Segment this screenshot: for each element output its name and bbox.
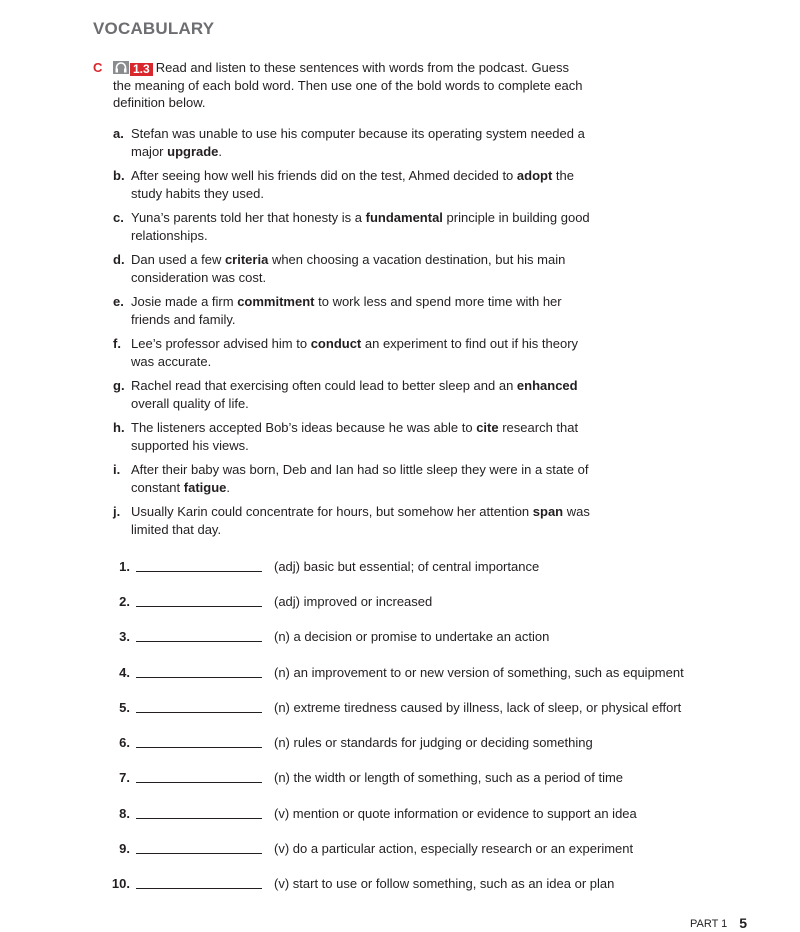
exercise-letter: C bbox=[93, 60, 103, 75]
sentence-f: f. Lee’s professor advised him to conduct an experiment to find out if his theory was accurate. bbox=[113, 336, 579, 369]
definition-number: 3. bbox=[119, 629, 130, 644]
answer-blank[interactable] bbox=[136, 853, 262, 854]
answer-blank[interactable] bbox=[136, 818, 262, 819]
answer-blank[interactable] bbox=[136, 571, 262, 572]
definition-row bbox=[0, 665, 760, 683]
definition-text: (adj) improved or increased bbox=[274, 594, 433, 609]
definition-text: (n) an improvement to or new version of something, such as equipment bbox=[274, 665, 684, 680]
definition-text: (v) mention or quote information or evidence to support an idea bbox=[274, 806, 637, 821]
answer-blank[interactable] bbox=[136, 641, 262, 642]
instructions bbox=[93, 59, 613, 112]
vocab-word: criteria bbox=[224, 252, 269, 267]
sentence-label: b. bbox=[113, 168, 125, 183]
part-label: PART 1 bbox=[690, 918, 728, 930]
headphones-icon[interactable] bbox=[113, 61, 129, 74]
definition-number: 1. bbox=[119, 559, 130, 574]
answer-blank[interactable] bbox=[136, 782, 262, 783]
definition-text: (n) rules or standards for judging or deciding something bbox=[274, 735, 593, 750]
answer-blank[interactable] bbox=[136, 747, 262, 748]
vocab-word: commitment bbox=[237, 294, 315, 309]
definition-row bbox=[0, 629, 760, 647]
definition-row bbox=[0, 559, 760, 577]
vocab-word: enhanced bbox=[516, 378, 578, 393]
definition-text: (n) extreme tiredness caused by illness, lack of sleep, or physical effort bbox=[274, 700, 682, 715]
vocab-word: span bbox=[532, 504, 564, 519]
definition-row bbox=[0, 700, 760, 718]
vocab-word: cite bbox=[476, 420, 499, 435]
sentence-j: j. Usually Karin could concentrate for hours, but somehow her attention span was limited that day. bbox=[113, 504, 590, 537]
sentence-i: i. After their baby was born, Deb and Ian had so little sleep they were in a state of constant fatigue. bbox=[113, 462, 589, 495]
page-footer bbox=[690, 915, 747, 931]
sentence-c: c. Yuna’s parents told her that honesty is a fundamental principle in building good relationships. bbox=[113, 210, 590, 243]
definition-row bbox=[0, 770, 760, 788]
page-number: 5 bbox=[739, 915, 748, 931]
definition-number: 5. bbox=[119, 700, 130, 715]
definition-number: 7. bbox=[119, 770, 130, 785]
instruction-line-1: Read and listen to these sentences with words from the podcast. Guess bbox=[155, 60, 570, 75]
sentence-label: c. bbox=[113, 210, 124, 225]
definition-row bbox=[0, 735, 760, 753]
sentence-label: a. bbox=[113, 126, 124, 141]
definition-text: (adj) basic but essential; of central importance bbox=[274, 559, 540, 574]
definition-row bbox=[0, 806, 760, 824]
instruction-line-2: the meaning of each bold word. Then use one of the bold words to complete each bbox=[113, 77, 583, 93]
definition-number: 4. bbox=[119, 665, 130, 680]
sentence-b: b. After seeing how well his friends did on the test, Ahmed decided to adopt the study habits they used. bbox=[113, 168, 574, 201]
definition-row bbox=[0, 876, 760, 894]
definition-text: (v) do a particular action, especially research or an experiment bbox=[274, 841, 634, 856]
definition-text: (n) the width or length of something, such as a period of time bbox=[274, 770, 624, 785]
definition-text: (n) a decision or promise to undertake an action bbox=[274, 629, 550, 644]
vocab-word: fatigue bbox=[183, 479, 227, 495]
answer-blank[interactable] bbox=[136, 712, 262, 713]
sentence-g: g. Rachel read that exercising often could lead to better sleep and an enhanced overall quality of life. bbox=[113, 378, 578, 411]
definition-row bbox=[0, 841, 760, 859]
definition-text: (v) start to use or follow something, such as an idea or plan bbox=[274, 876, 615, 891]
answer-blank[interactable] bbox=[136, 606, 262, 607]
sentence-label: e. bbox=[113, 294, 124, 309]
answer-blank[interactable] bbox=[136, 677, 262, 678]
section-heading: VOCABULARY bbox=[93, 19, 215, 38]
answer-blank[interactable] bbox=[136, 888, 262, 889]
sentence-label: g. bbox=[113, 378, 125, 393]
vocab-word: fundamental bbox=[365, 210, 443, 225]
instruction-line-3: definition below. bbox=[113, 95, 206, 110]
vocab-word: conduct bbox=[310, 336, 362, 351]
sentence-label: d. bbox=[113, 252, 125, 267]
sentence-h: h. The listeners accepted Bob’s ideas because he was able to cite research that supported his views. bbox=[113, 420, 579, 453]
sentence-d: d. Dan used a few criteria when choosing a vacation destination, but his main consideration was cost. bbox=[113, 252, 566, 285]
sentence-label: h. bbox=[113, 420, 125, 435]
definition-number: 6. bbox=[119, 735, 130, 750]
vocab-word: adopt bbox=[516, 168, 553, 183]
audio-track-badge[interactable]: 1.3 bbox=[130, 63, 153, 76]
definition-number: 8. bbox=[119, 806, 130, 821]
sentence-label: i. bbox=[113, 462, 121, 477]
sentence-a: a. Stefan was unable to use his computer because its operating system needed a major upgrade. bbox=[113, 126, 585, 159]
definition-number: 2. bbox=[119, 594, 130, 609]
sentence-e: e. Josie made a firm commitment to work less and spend more time with her friends and family. bbox=[113, 294, 562, 327]
sentence-label: f. bbox=[113, 336, 121, 351]
definition-number: 10. bbox=[111, 876, 130, 891]
sentence-label: j. bbox=[113, 504, 121, 519]
vocab-word: upgrade bbox=[167, 143, 219, 159]
definition-number: 9. bbox=[119, 841, 130, 856]
definition-row bbox=[0, 594, 760, 612]
